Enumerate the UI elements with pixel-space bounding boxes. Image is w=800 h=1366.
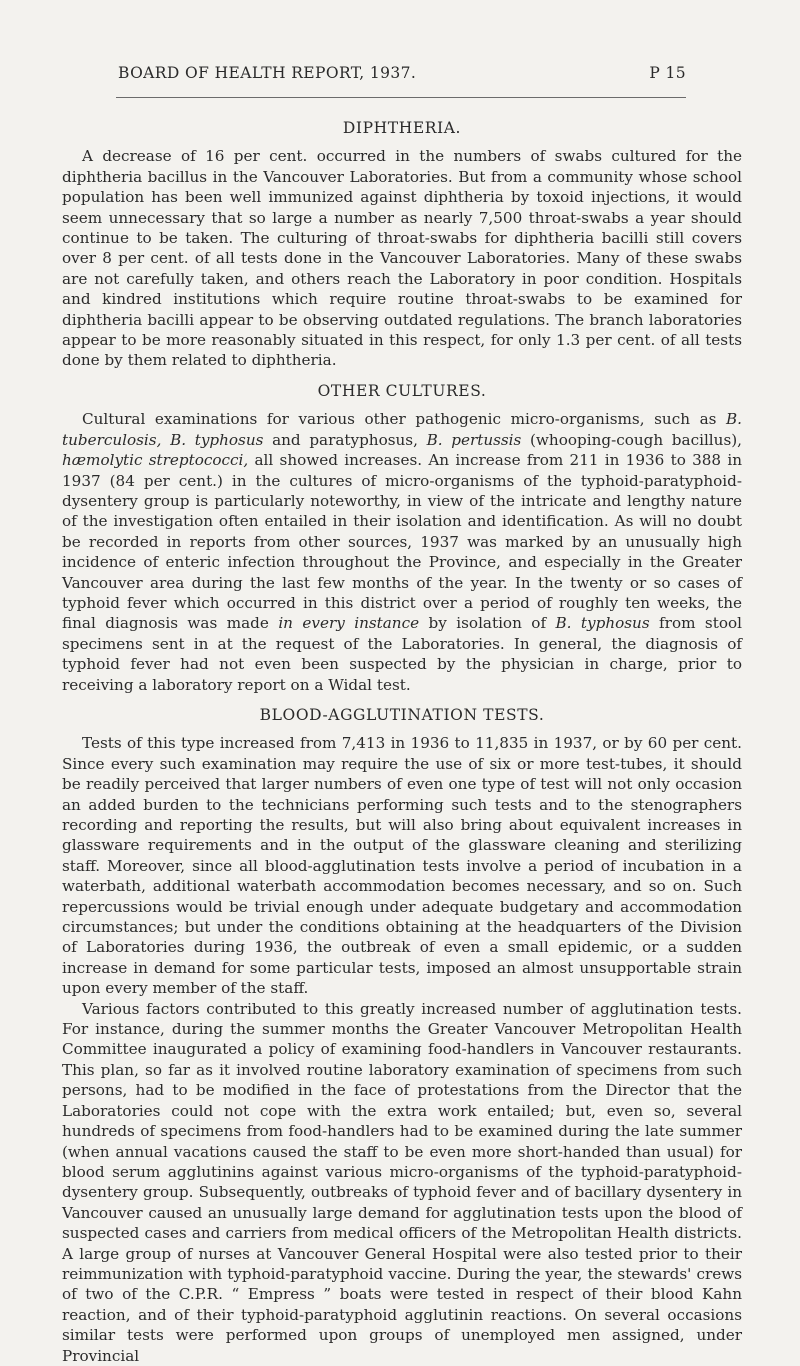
italic-term: B. typhosus xyxy=(555,614,650,633)
paragraph-blood-agglutination-2: Various factors contributed to this greatly increased number of agglutination tests. For instance, during the summer months the Greater Vancouver Metropolitan Health Committee inaugurated a policy of examining food-handlers in Vancouver restaurants. This plan, so far as it involved routine laboratory examination of specimens from such persons, had to be modified in the face of protestations from the Director that the Laboratories could not cope with the extra work entailed; but, even so, several hundreds of specimens from food-handlers had to be examined during the late summer (when annual vacations caused the staff to be even more short-handed than usual) for blood serum agglutinins against various micro-organisms of the typhoid-paratyphoid-dysentery group. Subsequently, outbreaks of typhoid fever and of bacillary dysentery in Vancouver caused an unusually large demand for agglutination tests upon the blood of suspected cases and carriers from medical officers of the Metropolitan Health districts. A large group of nurses at Vancouver General Hospital were also tested prior to their reimmunization with typhoid-paratyphoid vaccine. During the year, the stewards' crews of two of the C.P.R. “ Empress ” boats were tested in respect of their blood Kahn reaction, and of their typhoid-paratyphoid agglutinin reactions. On several occasions similar tests were performed upon groups of unemployed men assigned, under Provincial xyxy=(62,999,742,1365)
text-run: and paratyphosus, xyxy=(263,430,427,449)
header-rule xyxy=(116,97,686,98)
text-run: Cultural examinations for various other pathogenic micro-organisms, such as xyxy=(82,410,726,429)
running-header xyxy=(118,64,686,88)
paragraph-diphtheria: A decrease of 16 per cent. occurred in the numbers of swabs cultured for the diphtheria bacillus in the Vancouver Laboratories. But from a community whose school population has been well immunized against diphtheria by toxoid injections, it would seem unnecessary that so large a number as nearly 7,500 throat-swabs a year should continue to be taken. The culturing of throat-swabs for diphtheria bacilli still covers over 8 per cent. of all tests done in the Vancouver Laboratories. Many of these swabs are not carefully taken, and others reach the Laboratory in poor condition. Hospitals and kindred institutions which require routine throat-swabs to be examined for diphtheria bacilli appear to be observing outdated regulations. The branch laboratories appear to be more reasonably situated in this respect, for only 1.3 per cent. of all tests done by them related to diphtheria. xyxy=(62,147,742,370)
text-run: by isolation of xyxy=(419,614,556,633)
heading-blood-agglutination: BLOOD-AGGLUTINATION TESTS. xyxy=(259,705,545,724)
italic-term: hæmolytic streptococci, xyxy=(62,451,249,470)
report-title: BOARD OF HEALTH REPORT, 1937. xyxy=(118,64,417,82)
heading-other-cultures: OTHER CULTURES. xyxy=(317,381,487,400)
italic-term: in every instance xyxy=(278,614,420,633)
text-run: from stool specimens sent in at the request of the Laboratories. In general, the diagnosis of typhoid fever had not even been suspected by the physician in charge, prior to receiving a laboratory report on a Widal test. xyxy=(62,614,742,694)
body-text xyxy=(62,118,742,1366)
heading-diphtheria: DIPHTHERIA. xyxy=(342,119,462,137)
page-number: P 15 xyxy=(649,64,686,82)
italic-term: B. pertussis xyxy=(426,430,522,449)
paragraph-blood-agglutination-1: Tests of this type increased from 7,413 in 1936 to 11,835 in 1937, or by 60 per cent. Since every such examination may require the use of six or more test-tubes, it should be readily perceived that larger numbers of even one type of test will not only occasion an added burden to the technicians performing such tests and to the stenographers recording and reporting the results, but will also bring about equivalent increases in glassware requirements and in the output of the glassware cleaning and sterilizing staff. Moreover, since all blood-agglutination tests involve a period of incubation in a waterbath, additional waterbath accommodation becomes necessary, and so on. Such repercussions would be trivial enough under adequate budgetary and accommodation circumstances; but under the conditions obtaining at the headquarters of the Division of Laboratories during 1936, the outbreak of even a small epidemic, or a sudden increase in demand for some particular tests, imposed an almost unsupportable strain upon every member of the staff. xyxy=(62,734,742,998)
paragraph-other-cultures xyxy=(62,409,742,695)
text-run: all showed increases. An increase from 211 in 1936 to 388 in 1937 (84 per cent.) in the cultures of micro-organisms of the typhoid-paratyphoid-dysentery group is particularly noteworthy, in view of the intricate and lengthy nature of the investigation often entailed in their isolation and identification. As will no doubt be recorded in reports from other sources, 1937 was marked by an unusually high incidence of enteric infection throughout the Province, and especially in the Greater Vancouver area during the last few months of the year. In the twenty or so cases of typhoid fever which occurred in this district over a period of roughly ten weeks, the final diagnosis was made xyxy=(62,451,742,633)
italic-term: B. tuberculosis, B. typhosus xyxy=(62,410,742,449)
text-run: (whooping-cough bacillus), xyxy=(521,430,742,449)
